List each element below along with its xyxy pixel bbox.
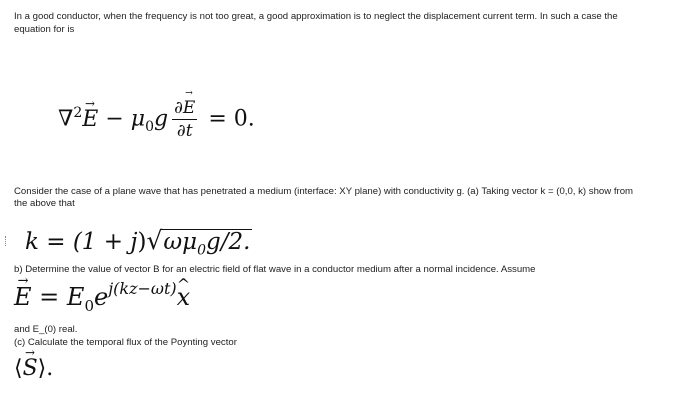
k-expression: k = (1 + xyxy=(25,229,131,255)
radical-symbol: √ xyxy=(146,226,163,255)
exponent-phase: j(kz−ωt) xyxy=(108,279,177,298)
vector-E-field: → E xyxy=(14,283,32,311)
fraction-numerator: ∂→ E xyxy=(172,98,197,120)
equals-zero: = 0. xyxy=(201,106,255,132)
vector-S: → S xyxy=(23,356,38,381)
mu-symbol: μ xyxy=(130,106,146,132)
nabla-symbol: ∇ xyxy=(58,106,74,132)
vector-E-numerator: → E xyxy=(183,98,195,118)
unit-vector-x: ^ x xyxy=(177,283,191,311)
equals-sign: = xyxy=(31,283,67,311)
minus-sign: − xyxy=(98,106,131,132)
open-angle: ⟨ xyxy=(14,356,23,381)
close-angle: ⟩. xyxy=(37,356,54,381)
subscript-0: 0 xyxy=(84,296,94,315)
part-b-text: b) Determine the value of vector B for an electric field of flat wave in a conductor medium after a normal incidence. Assume xyxy=(14,264,536,275)
part-a-line-1: Consider the case of a plane wave that has penetrated a medium (interface: XY plane) with conductivity g. (a) Taking vector k = (0,0, k) show from xyxy=(14,186,634,197)
equation-wavenumber xyxy=(25,226,252,263)
equation-wave xyxy=(58,98,255,141)
exponential-e: e xyxy=(93,283,109,311)
partial-derivative-fraction xyxy=(172,98,197,141)
part-c-line-2: (c) Calculate the temporal flux of the Poynting vector xyxy=(14,337,237,348)
amplitude-E: E xyxy=(66,283,85,311)
equation-poynting xyxy=(14,356,53,381)
part-c-line-1: and E_(0) real. xyxy=(14,324,78,335)
vector-E: → E xyxy=(82,107,98,132)
exponent-2: 2 xyxy=(73,105,83,122)
subscript-0: 0 xyxy=(145,118,155,135)
close-paren: ) xyxy=(137,229,147,255)
intro-line-1: In a good conductor, when the frequency is not too great, a good approximation is to neglect the displacement current term. In such a case the xyxy=(14,11,618,22)
radicand: $\omega\mu_0g/2$. xyxy=(161,229,252,263)
fraction-denominator: ∂t xyxy=(176,121,193,141)
conductivity-g: g xyxy=(154,106,169,132)
part-a-line-2: the above that xyxy=(14,198,75,209)
margin-mark xyxy=(5,236,9,246)
imaginary-j: j xyxy=(130,229,138,255)
intro-line-2: equation for is xyxy=(14,24,75,35)
equation-electric-field xyxy=(14,279,190,315)
